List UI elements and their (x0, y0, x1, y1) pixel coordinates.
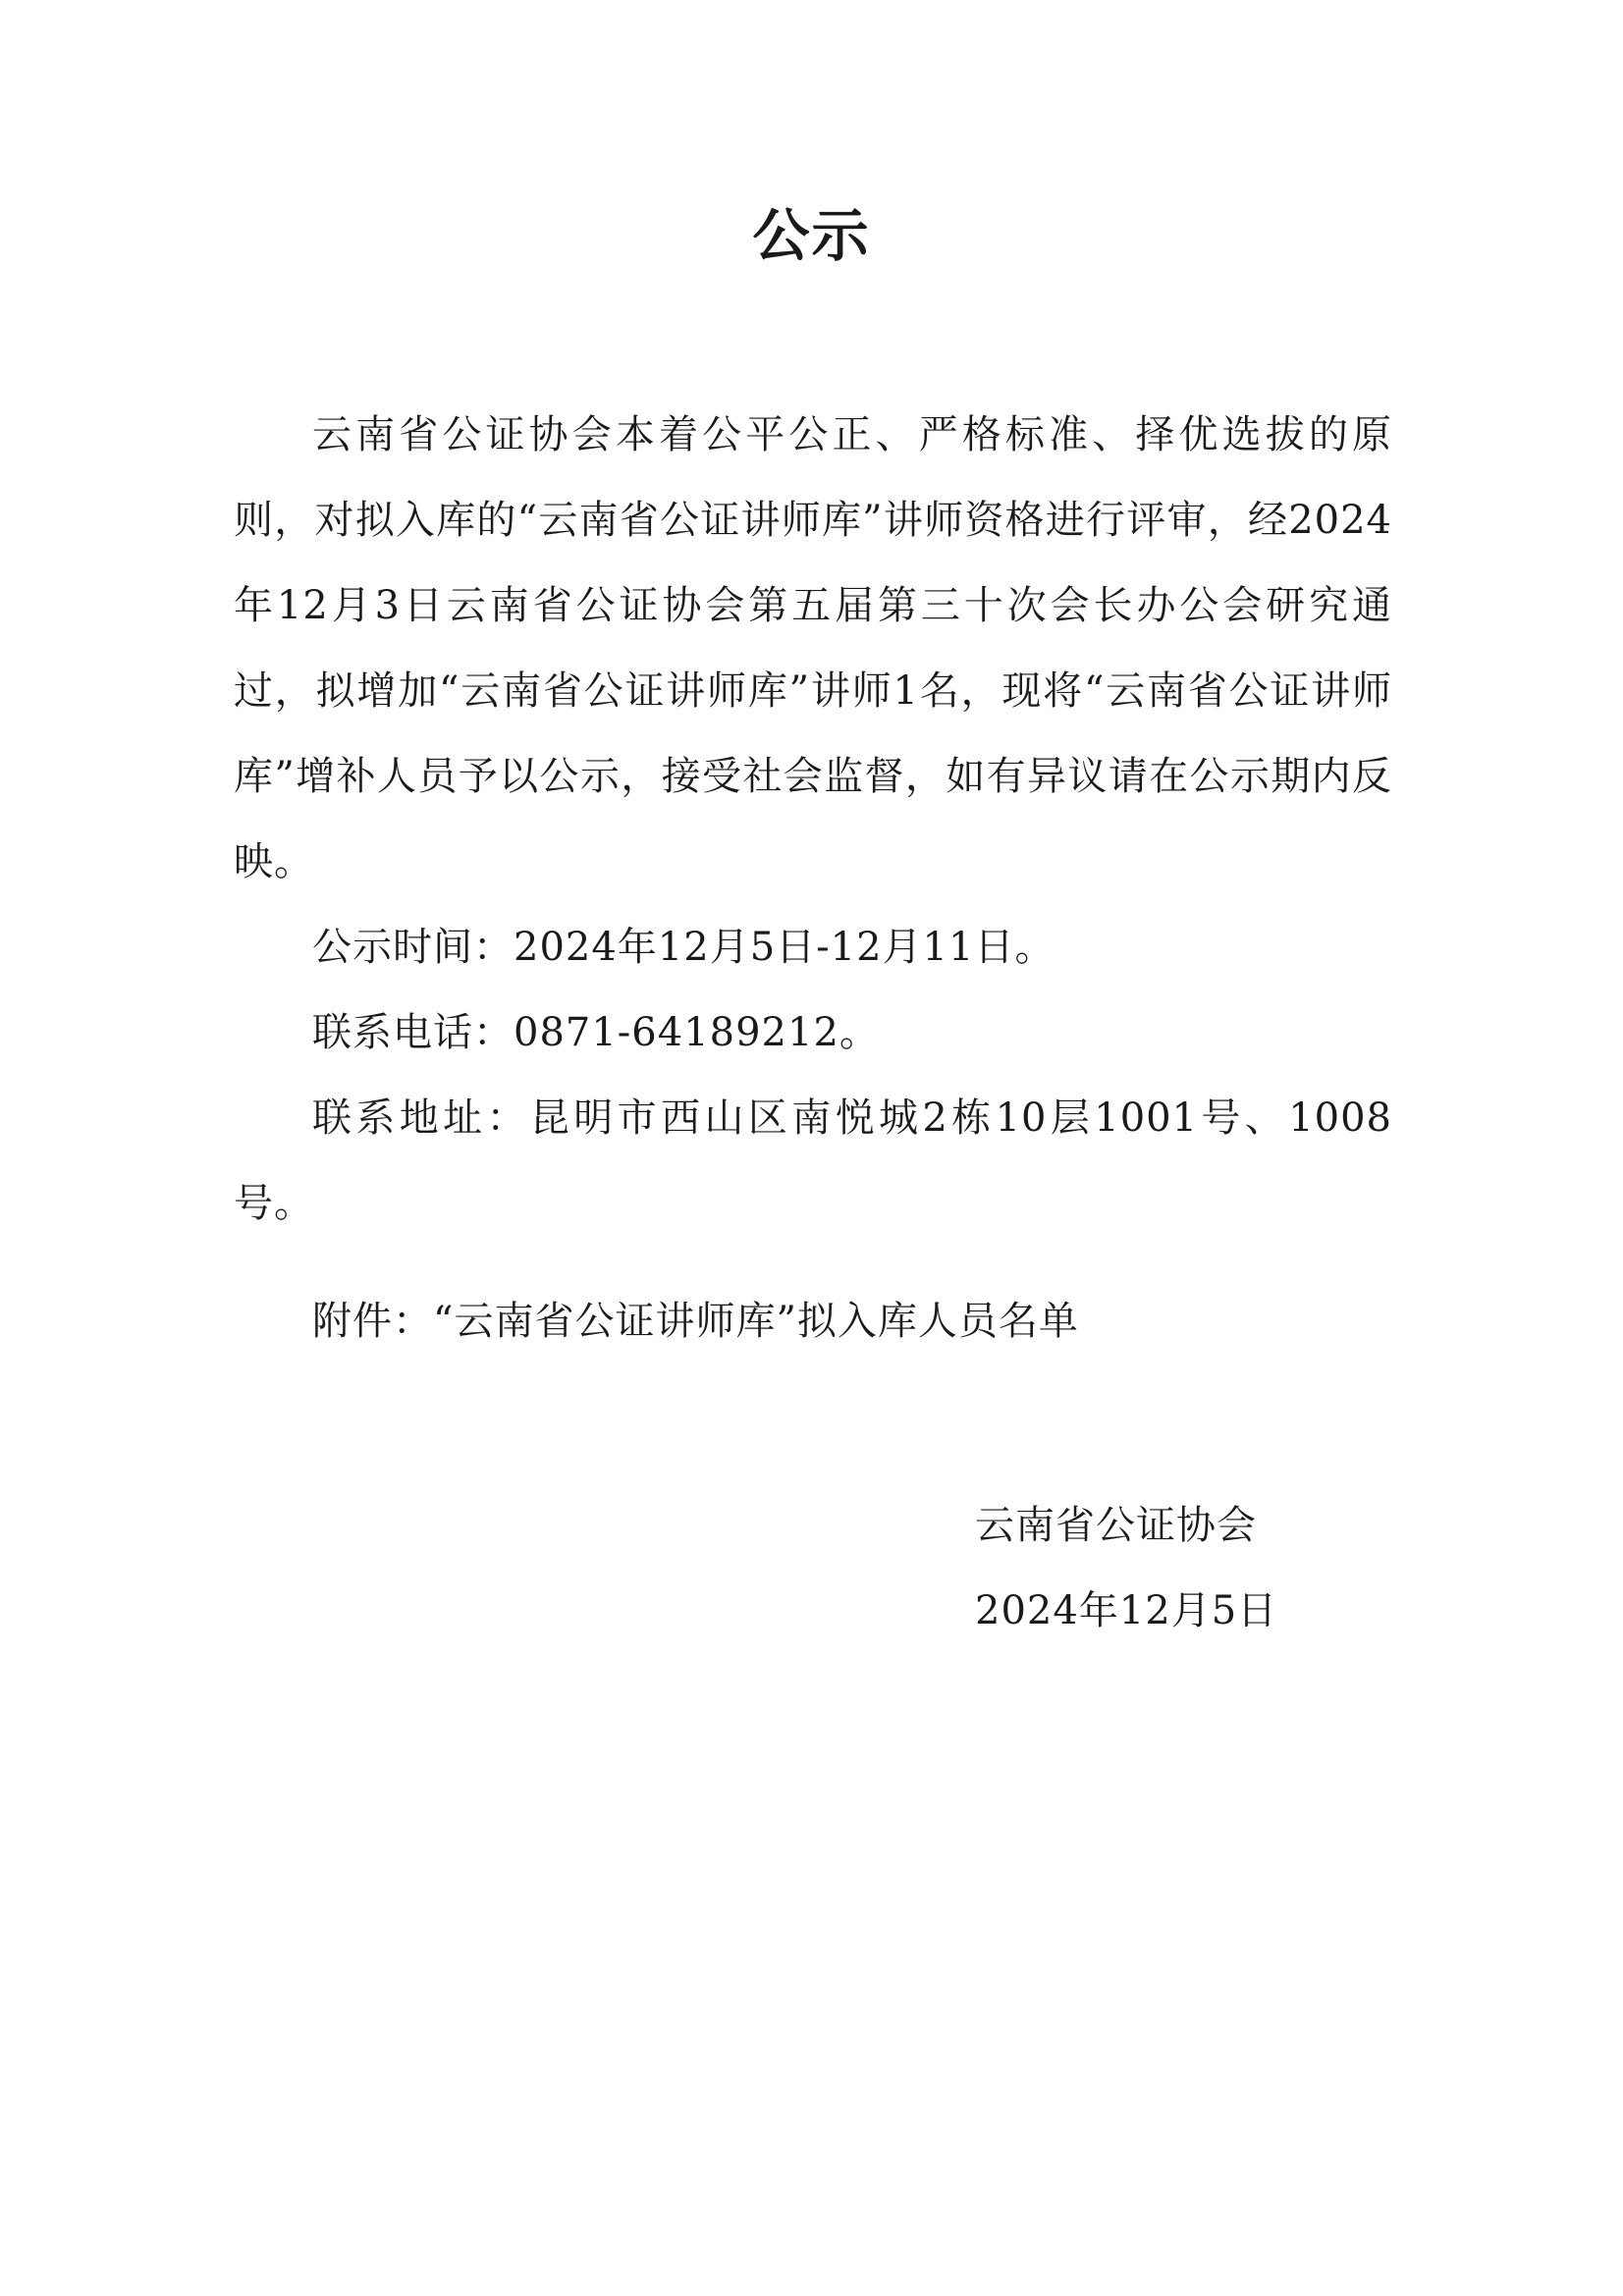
signature-date: 2024年12月5日 (975, 1588, 1278, 1633)
attachment-note: 附件：“云南省公证讲师库”拟入库人员名单 (312, 1299, 1079, 1344)
document-body (234, 393, 1392, 1364)
signature-organization: 云南省公证协会 (975, 1503, 1257, 1548)
contact-address: 联系地址：昆明市西山区南悦城2栋10层1001号、1008号。 (234, 1095, 1392, 1226)
contact-phone: 联系电话：0871-64189212。 (312, 1010, 880, 1055)
announcement-period: 公示时间：2024年12月5日-12月11日。 (312, 925, 1055, 970)
main-paragraph: 云南省公证协会本着公平公正、严格标准、择优选拔的原则，对拟入库的“云南省公证讲师库”讲师资格进行评审，经2024年12月3日云南省公证协会第五届第三十次会长办公会研究通过，拟增加“云南省公证讲师库”讲师1名，现将“云南省公证讲师库”增补人员予以公示，接受社会监督，如有异议请在公示期内反映。 (234, 412, 1392, 884)
signature-block (975, 1483, 1277, 1654)
document-title: 公示 (752, 202, 871, 269)
